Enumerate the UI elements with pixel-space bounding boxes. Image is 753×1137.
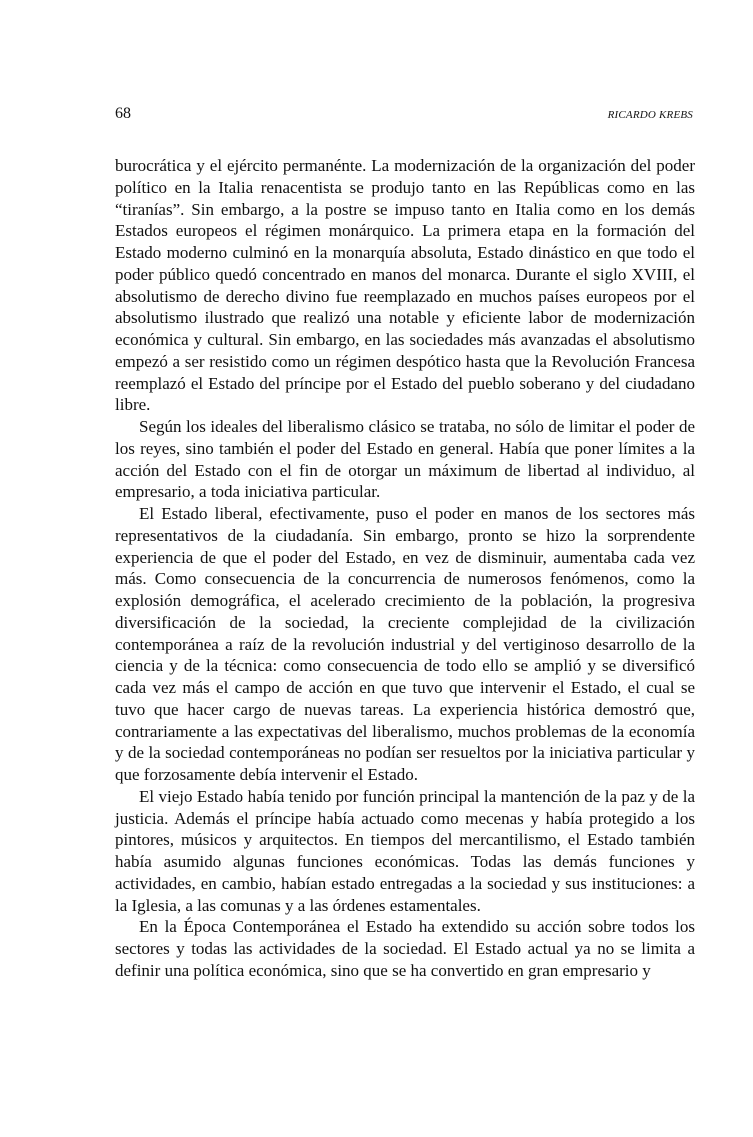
paragraph: burocrática y el ejército permanénte. La modernización de la organización del poder político en la Italia renacentista se produjo tanto en las Repúblicas como en las “tiranías”. Sin embargo, a la postre se impuso tanto en Italia como en los demás Estados europeos el régimen monárquico. La primera etapa en la formación del Estado moderno culminó en la monarquía absoluta, Estado dinástico en que todo el poder público quedó concentrado en manos del monarca. Durante el siglo XVIII, el absolutismo de derecho divino fue reemplazado en muchos países europeos por el absolutismo ilustrado que realizó una notable y eficiente labor de modernización económica y cultural. Sin embargo, en las sociedades más avanzadas el absolutismo empezó a ser resistido como un régimen despótico hasta que la Revolución Francesa reemplazó el Estado del príncipe por el Estado del pueblo soberano y del ciudadano libre. <box>115 156 695 415</box>
body-text <box>115 155 695 1115</box>
running-header <box>115 104 693 128</box>
running-author: RICARDO KREBS <box>607 109 693 121</box>
page-number: 68 <box>115 105 131 122</box>
paragraph: Según los ideales del liberalismo clásico se trataba, no sólo de limitar el poder de los reyes, sino también el poder del Estado en general. Había que poner límites a la acción del Estado con el fin de otorgar un máximum de libertad al individuo, al empresario, a toda iniciativa particular. <box>115 417 695 502</box>
paragraph: El Estado liberal, efectivamente, puso el poder en manos de los sectores más representativos de la ciudadanía. Sin embargo, pronto se hizo la sorprendente experiencia de que el poder del Estado, en vez de disminuir, aumentaba cada vez más. Como consecuencia de la concurrencia de numerosos fenómenos, como la explosión demográfica, el acelerado crecimiento de la población, la progresiva diversificación de la sociedad, la creciente complejidad de la civilización contemporánea a raíz de la revolución industrial y del vertiginoso desarrollo de la ciencia y de la técnica: como consecuencia de todo ello se amplió y se diversificó cada vez más el campo de acción en que tuvo que intervenir el Estado, el cual se tuvo que hacer cargo de nuevas tareas. La experiencia histórica demostró que, contrariamente a las expectativas del liberalismo, muchos problemas de la economía y de la sociedad contemporáneas no podían ser resueltos por la iniciativa particular y que forzosamente debía intervenir el Estado. <box>115 504 695 784</box>
paragraph: En la Época Contemporánea el Estado ha extendido su acción sobre todos los sectores y todas las actividades de la sociedad. El Estado actual ya no se limita a definir una política económica, sino que se ha convertido en gran empresario y <box>115 917 695 980</box>
paragraph: El viejo Estado había tenido por función principal la mantención de la paz y de la justicia. Además el príncipe había actuado como mecenas y había protegido a los pintores, músicos y arquitectos. En tiempos del mercantilismo, el Estado también había asumido algunas funciones económicas. Todas las demás funciones y actividades, en cambio, habían estado entregadas a la sociedad y sus instituciones: a la Iglesia, a las comunas y a las órdenes estamentales. <box>115 786 695 915</box>
